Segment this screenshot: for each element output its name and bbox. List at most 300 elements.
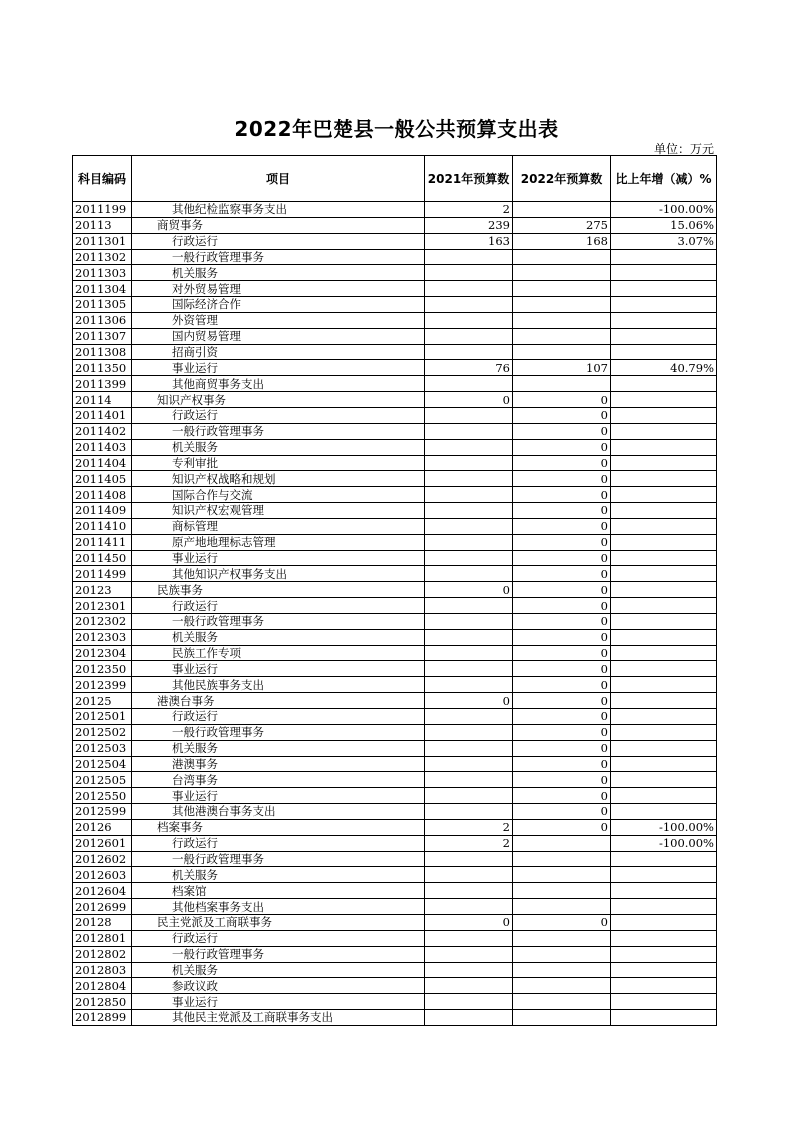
table-row: [73, 281, 717, 297]
cell-change: [611, 978, 717, 994]
cell-budget-2022: [513, 883, 611, 899]
cell-budget-2022: 0: [513, 455, 611, 471]
cell-budget-2021: [425, 930, 513, 946]
cell-change: [611, 1010, 717, 1026]
cell-change: [611, 550, 717, 566]
table-row: [73, 202, 717, 218]
cell-budget-2021: 2: [425, 819, 513, 835]
cell-code: 2011301: [73, 233, 132, 249]
cell-budget-2021: 76: [425, 360, 513, 376]
cell-change: [611, 407, 717, 423]
cell-code: 2012602: [73, 851, 132, 867]
cell-item: 一般行政管理事务: [132, 724, 425, 740]
cell-code: 2011399: [73, 376, 132, 392]
table-row: [73, 978, 717, 994]
cell-budget-2022: 0: [513, 487, 611, 503]
table-row: [73, 819, 717, 835]
cell-budget-2022: 0: [513, 582, 611, 598]
cell-budget-2022: [513, 344, 611, 360]
cell-item: 机关服务: [132, 629, 425, 645]
table-row: [73, 661, 717, 677]
cell-budget-2022: 107: [513, 360, 611, 376]
cell-code: 20125: [73, 693, 132, 709]
cell-budget-2021: [425, 487, 513, 503]
cell-item: 一般行政管理事务: [132, 851, 425, 867]
cell-change: [611, 994, 717, 1010]
cell-change: [611, 518, 717, 534]
cell-budget-2022: [513, 978, 611, 994]
cell-item: 一般行政管理事务: [132, 249, 425, 265]
table-header-row: [73, 156, 717, 202]
cell-budget-2021: 163: [425, 233, 513, 249]
cell-item: 知识产权宏观管理: [132, 503, 425, 519]
cell-code: 2012802: [73, 946, 132, 962]
table-row: [73, 407, 717, 423]
cell-code: 2012501: [73, 709, 132, 725]
cell-code: 2011405: [73, 471, 132, 487]
table-row: [73, 534, 717, 550]
cell-change: [611, 613, 717, 629]
cell-item: 档案馆: [132, 883, 425, 899]
cell-change: -100.00%: [611, 819, 717, 835]
header-budget-2021: 2021年预算数: [425, 156, 513, 202]
cell-change: [611, 851, 717, 867]
cell-change: 40.79%: [611, 360, 717, 376]
cell-change: [611, 677, 717, 693]
cell-item: 行政运行: [132, 598, 425, 614]
cell-budget-2022: 0: [513, 756, 611, 772]
cell-budget-2021: [425, 312, 513, 328]
cell-change: [611, 883, 717, 899]
table-row: [73, 344, 717, 360]
cell-code: 2012301: [73, 598, 132, 614]
cell-item: 行政运行: [132, 835, 425, 851]
cell-code: 2012899: [73, 1010, 132, 1026]
table-row: [73, 677, 717, 693]
cell-budget-2021: 0: [425, 914, 513, 930]
cell-change: [611, 724, 717, 740]
cell-budget-2022: 0: [513, 392, 611, 408]
cell-budget-2021: [425, 740, 513, 756]
cell-budget-2021: [425, 503, 513, 519]
table-row: [73, 471, 717, 487]
table-row: [73, 1010, 717, 1026]
cell-item: 其他商贸事务支出: [132, 376, 425, 392]
cell-budget-2022: 0: [513, 645, 611, 661]
cell-change: [611, 899, 717, 915]
cell-budget-2022: [513, 376, 611, 392]
cell-item: 专利审批: [132, 455, 425, 471]
cell-item: 机关服务: [132, 962, 425, 978]
cell-item: 其他港澳台事务支出: [132, 804, 425, 820]
cell-budget-2021: 0: [425, 693, 513, 709]
cell-budget-2021: [425, 709, 513, 725]
cell-change: [611, 566, 717, 582]
cell-item: 其他知识产权事务支出: [132, 566, 425, 582]
table-row: [73, 249, 717, 265]
cell-item: 行政运行: [132, 407, 425, 423]
cell-change: -100.00%: [611, 835, 717, 851]
cell-item: 行政运行: [132, 930, 425, 946]
table-row: [73, 629, 717, 645]
cell-item: 事业运行: [132, 788, 425, 804]
cell-change: [611, 455, 717, 471]
table-row: [73, 883, 717, 899]
cell-code: 2011409: [73, 503, 132, 519]
cell-code: 2012504: [73, 756, 132, 772]
cell-code: 2011410: [73, 518, 132, 534]
table-row: [73, 962, 717, 978]
cell-item: 事业运行: [132, 661, 425, 677]
cell-item: 机关服务: [132, 265, 425, 281]
cell-budget-2021: [425, 788, 513, 804]
cell-change: [611, 914, 717, 930]
cell-code: 20126: [73, 819, 132, 835]
table-row: [73, 518, 717, 534]
cell-code: 2011307: [73, 328, 132, 344]
cell-change: [611, 930, 717, 946]
cell-code: 2011199: [73, 202, 132, 218]
cell-code: 2012550: [73, 788, 132, 804]
cell-budget-2022: 0: [513, 423, 611, 439]
cell-item: 事业运行: [132, 550, 425, 566]
table-row: [73, 994, 717, 1010]
cell-item: 国际合作与交流: [132, 487, 425, 503]
table-row: [73, 392, 717, 408]
cell-budget-2022: [513, 265, 611, 281]
table-body: [73, 202, 717, 1026]
table-row: [73, 899, 717, 915]
cell-item: 档案事务: [132, 819, 425, 835]
cell-code: 2011308: [73, 344, 132, 360]
cell-budget-2022: [513, 851, 611, 867]
cell-change: [611, 265, 717, 281]
cell-budget-2022: 168: [513, 233, 611, 249]
cell-code: 2012804: [73, 978, 132, 994]
cell-code: 2012503: [73, 740, 132, 756]
cell-change: [611, 788, 717, 804]
cell-budget-2021: [425, 471, 513, 487]
table-row: [73, 376, 717, 392]
cell-change: [611, 534, 717, 550]
cell-item: 台湾事务: [132, 772, 425, 788]
cell-change: [611, 661, 717, 677]
cell-budget-2022: [513, 930, 611, 946]
cell-code: 2011411: [73, 534, 132, 550]
cell-budget-2022: [513, 899, 611, 915]
cell-code: 20114: [73, 392, 132, 408]
cell-code: 2012601: [73, 835, 132, 851]
header-budget-2022: 2022年预算数: [513, 156, 611, 202]
cell-code: 2012803: [73, 962, 132, 978]
cell-change: [611, 328, 717, 344]
cell-budget-2021: [425, 867, 513, 883]
cell-item: 事业运行: [132, 360, 425, 376]
cell-budget-2021: [425, 677, 513, 693]
table-row: [73, 788, 717, 804]
table-row: [73, 439, 717, 455]
budget-table: [72, 155, 717, 1026]
cell-budget-2022: 275: [513, 217, 611, 233]
cell-budget-2021: [425, 613, 513, 629]
cell-budget-2022: 0: [513, 566, 611, 582]
cell-change: [611, 392, 717, 408]
cell-code: 20113: [73, 217, 132, 233]
cell-code: 2012801: [73, 930, 132, 946]
cell-budget-2021: 2: [425, 835, 513, 851]
cell-item: 其他档案事务支出: [132, 899, 425, 915]
cell-budget-2021: [425, 518, 513, 534]
cell-budget-2022: 0: [513, 724, 611, 740]
cell-item: 一般行政管理事务: [132, 423, 425, 439]
cell-change: [611, 471, 717, 487]
cell-budget-2022: 0: [513, 819, 611, 835]
cell-code: 2012505: [73, 772, 132, 788]
cell-code: 2012502: [73, 724, 132, 740]
header-item: 项目: [132, 156, 425, 202]
cell-change: [611, 376, 717, 392]
cell-code: 2012399: [73, 677, 132, 693]
cell-budget-2022: 0: [513, 471, 611, 487]
cell-change: [611, 867, 717, 883]
cell-change: [611, 693, 717, 709]
table-row: [73, 645, 717, 661]
cell-change: [611, 629, 717, 645]
cell-budget-2021: [425, 423, 513, 439]
cell-budget-2022: [513, 1010, 611, 1026]
cell-budget-2021: [425, 629, 513, 645]
cell-budget-2021: [425, 946, 513, 962]
cell-item: 机关服务: [132, 740, 425, 756]
page-title: 2022年巴楚县一般公共预算支出表: [234, 117, 559, 141]
table-row: [73, 693, 717, 709]
cell-code: 2011450: [73, 550, 132, 566]
cell-budget-2021: [425, 249, 513, 265]
cell-budget-2021: [425, 851, 513, 867]
table-row: [73, 835, 717, 851]
cell-change: [611, 344, 717, 360]
cell-budget-2021: [425, 645, 513, 661]
table-row: [73, 455, 717, 471]
cell-item: 其他民主党派及工商联事务支出: [132, 1010, 425, 1026]
cell-budget-2021: 239: [425, 217, 513, 233]
table-row: [73, 566, 717, 582]
cell-item: 一般行政管理事务: [132, 946, 425, 962]
cell-code: 2012350: [73, 661, 132, 677]
table-row: [73, 582, 717, 598]
cell-budget-2021: [425, 328, 513, 344]
cell-item: 机关服务: [132, 439, 425, 455]
cell-change: [611, 582, 717, 598]
cell-change: [611, 249, 717, 265]
cell-code: 2012603: [73, 867, 132, 883]
cell-item: 原产地地理标志管理: [132, 534, 425, 550]
cell-budget-2022: [513, 962, 611, 978]
cell-code: 2011403: [73, 439, 132, 455]
table-row: [73, 709, 717, 725]
cell-budget-2021: [425, 899, 513, 915]
cell-budget-2022: 0: [513, 629, 611, 645]
cell-item: 民主党派及工商联事务: [132, 914, 425, 930]
table-row: [73, 930, 717, 946]
table-row: [73, 613, 717, 629]
cell-code: 2011302: [73, 249, 132, 265]
cell-code: 2011499: [73, 566, 132, 582]
table-row: [73, 265, 717, 281]
cell-change: [611, 645, 717, 661]
cell-code: 2011306: [73, 312, 132, 328]
cell-change: [611, 772, 717, 788]
cell-budget-2022: 0: [513, 693, 611, 709]
cell-code: 2011402: [73, 423, 132, 439]
cell-budget-2021: [425, 407, 513, 423]
cell-budget-2021: [425, 661, 513, 677]
cell-budget-2022: 0: [513, 661, 611, 677]
cell-code: 2011304: [73, 281, 132, 297]
cell-budget-2021: [425, 598, 513, 614]
cell-item: 参政议政: [132, 978, 425, 994]
cell-budget-2021: [425, 297, 513, 313]
cell-budget-2022: 0: [513, 503, 611, 519]
cell-code: 2012850: [73, 994, 132, 1010]
table-row: [73, 503, 717, 519]
cell-item: 港澳事务: [132, 756, 425, 772]
cell-budget-2021: [425, 344, 513, 360]
cell-budget-2022: [513, 328, 611, 344]
cell-budget-2021: [425, 281, 513, 297]
unit-label: 单位：万元: [653, 142, 714, 156]
table-row: [73, 740, 717, 756]
cell-budget-2022: [513, 312, 611, 328]
cell-budget-2021: 0: [425, 582, 513, 598]
cell-budget-2021: [425, 724, 513, 740]
table-row: [73, 851, 717, 867]
table-row: [73, 217, 717, 233]
cell-budget-2021: 2: [425, 202, 513, 218]
cell-code: 2012599: [73, 804, 132, 820]
cell-change: [611, 487, 717, 503]
table-row: [73, 423, 717, 439]
cell-budget-2022: 0: [513, 550, 611, 566]
cell-code: 20128: [73, 914, 132, 930]
cell-change: [611, 297, 717, 313]
cell-budget-2021: [425, 566, 513, 582]
table-row: [73, 312, 717, 328]
cell-budget-2021: [425, 804, 513, 820]
cell-budget-2022: 0: [513, 740, 611, 756]
cell-item: 民族工作专项: [132, 645, 425, 661]
cell-change: [611, 503, 717, 519]
cell-code: 2012303: [73, 629, 132, 645]
cell-item: 其他纪检监察事务支出: [132, 202, 425, 218]
table-row: [73, 233, 717, 249]
cell-budget-2022: [513, 297, 611, 313]
cell-change: [611, 281, 717, 297]
table-row: [73, 867, 717, 883]
table-row: [73, 804, 717, 820]
table-row: [73, 297, 717, 313]
cell-budget-2022: [513, 249, 611, 265]
cell-budget-2022: [513, 835, 611, 851]
cell-code: 2011305: [73, 297, 132, 313]
cell-budget-2021: [425, 439, 513, 455]
cell-change: [611, 946, 717, 962]
cell-budget-2021: [425, 883, 513, 899]
cell-budget-2021: [425, 962, 513, 978]
cell-change: [611, 962, 717, 978]
cell-budget-2022: [513, 867, 611, 883]
cell-change: [611, 423, 717, 439]
cell-item: 对外贸易管理: [132, 281, 425, 297]
cell-item: 其他民族事务支出: [132, 677, 425, 693]
cell-change: [611, 804, 717, 820]
table-row: [73, 946, 717, 962]
cell-budget-2021: [425, 376, 513, 392]
cell-code: 2012604: [73, 883, 132, 899]
table-row: [73, 487, 717, 503]
header-change: 比上年增（减）%: [611, 156, 717, 202]
cell-budget-2021: 0: [425, 392, 513, 408]
cell-code: 2012304: [73, 645, 132, 661]
cell-change: [611, 740, 717, 756]
cell-budget-2021: [425, 265, 513, 281]
cell-budget-2022: 0: [513, 598, 611, 614]
table-row: [73, 328, 717, 344]
cell-budget-2021: [425, 978, 513, 994]
cell-change: [611, 439, 717, 455]
cell-change: [611, 709, 717, 725]
cell-budget-2022: 0: [513, 534, 611, 550]
cell-budget-2022: 0: [513, 788, 611, 804]
cell-item: 民族事务: [132, 582, 425, 598]
table-row: [73, 598, 717, 614]
cell-budget-2021: [425, 994, 513, 1010]
cell-budget-2022: [513, 994, 611, 1010]
cell-code: 2012699: [73, 899, 132, 915]
cell-item: 知识产权战略和规划: [132, 471, 425, 487]
table-row: [73, 772, 717, 788]
cell-budget-2022: [513, 946, 611, 962]
cell-budget-2022: 0: [513, 518, 611, 534]
cell-budget-2021: [425, 1010, 513, 1026]
table-row: [73, 724, 717, 740]
cell-budget-2021: [425, 455, 513, 471]
cell-change: -100.00%: [611, 202, 717, 218]
table-row: [73, 550, 717, 566]
cell-change: 15.06%: [611, 217, 717, 233]
cell-budget-2022: 0: [513, 709, 611, 725]
cell-budget-2021: [425, 534, 513, 550]
cell-item: 知识产权事务: [132, 392, 425, 408]
cell-item: 机关服务: [132, 867, 425, 883]
cell-budget-2022: [513, 202, 611, 218]
table-row: [73, 360, 717, 376]
cell-item: 商标管理: [132, 518, 425, 534]
cell-code: 2011303: [73, 265, 132, 281]
cell-code: 2012302: [73, 613, 132, 629]
cell-item: 行政运行: [132, 709, 425, 725]
cell-code: 2011350: [73, 360, 132, 376]
cell-item: 国际经济合作: [132, 297, 425, 313]
cell-code: 2011404: [73, 455, 132, 471]
cell-item: 事业运行: [132, 994, 425, 1010]
cell-item: 外资管理: [132, 312, 425, 328]
cell-code: 2011408: [73, 487, 132, 503]
cell-change: [611, 756, 717, 772]
cell-code: 20123: [73, 582, 132, 598]
cell-item: 港澳台事务: [132, 693, 425, 709]
cell-budget-2022: 0: [513, 772, 611, 788]
